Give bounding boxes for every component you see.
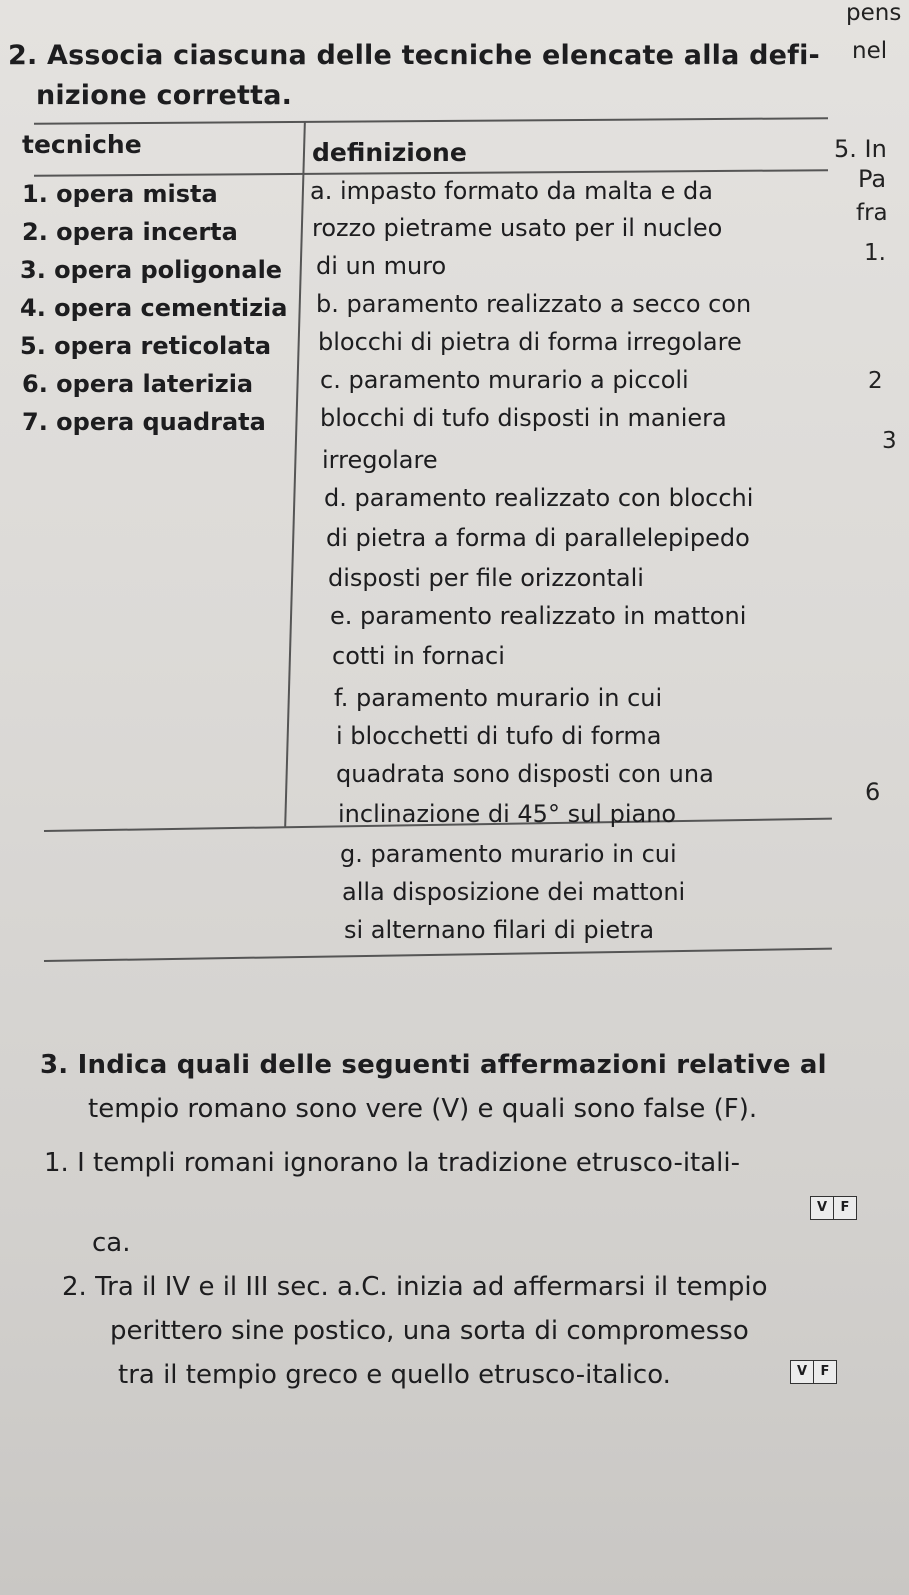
statement-1-line-1: 1. I templi romani ignorano la tradizione etrusco-itali- [44, 1148, 741, 1178]
exercise-2-title-line-2: nizione corretta. [36, 80, 293, 111]
column-header-definizione: definizione [312, 138, 467, 167]
technique-item: 7. opera quadrata [22, 408, 266, 436]
technique-item: 5. opera reticolata [20, 332, 272, 360]
margin-text-fra: fra [856, 200, 888, 226]
true-false-box-1[interactable] [810, 1196, 857, 1220]
definition-line: di pietra a forma di parallelepipedo [326, 524, 750, 552]
false-option[interactable]: F [833, 1197, 856, 1219]
definition-line: c. paramento murario a piccoli [320, 366, 689, 394]
definition-line: blocchi di pietra di forma irregolare [318, 328, 742, 356]
definition-line: quadrata sono disposti con una [336, 760, 714, 788]
true-false-box-2[interactable] [790, 1360, 837, 1384]
margin-text-nel: nel [852, 38, 888, 64]
technique-item: 4. opera cementizia [20, 294, 288, 322]
statement-2-line-2: perittero sine postico, una sorta di compromesso [110, 1316, 749, 1346]
technique-item: 1. opera mista [22, 180, 218, 208]
definition-line: blocchi di tufo disposti in maniera [320, 404, 727, 432]
column-header-tecniche: tecniche [22, 130, 142, 159]
statement-2-line-1: 2. Tra il IV e il III sec. a.C. inizia ad affermarsi il tempio [62, 1272, 768, 1302]
definition-line: b. paramento realizzato a secco con [316, 290, 752, 318]
definition-line: g. paramento murario in cui [340, 840, 677, 868]
definition-line: inclinazione di 45° sul piano [338, 800, 677, 828]
definition-line: i blocchetti di tufo di forma [336, 722, 662, 750]
table-column-divider [284, 122, 305, 828]
definition-line: rozzo pietrame usato per il nucleo [312, 214, 723, 242]
technique-item: 6. opera laterizia [22, 370, 254, 398]
definition-line: di un muro [316, 252, 447, 280]
definition-line: cotti in fornaci [332, 642, 505, 670]
definition-line: a. impasto formato da malta e da [310, 177, 713, 205]
definition-line: alla disposizione dei mattoni [342, 878, 686, 906]
margin-number-2: 2 [868, 368, 883, 394]
definition-line: irregolare [322, 446, 438, 474]
definition-line: disposti per file orizzontali [328, 564, 644, 592]
margin-number-3: 3 [882, 428, 897, 454]
statement-1-line-2: ca. [92, 1228, 131, 1258]
margin-number-1: 1. [864, 240, 886, 266]
table-top-rule [34, 117, 828, 125]
table-end-rule [44, 948, 832, 962]
margin-number-6: 6 [865, 778, 881, 806]
definition-line: si alternano filari di pietra [344, 916, 655, 944]
margin-question-5: 5. In [834, 135, 887, 163]
margin-text-pa: Pa [858, 165, 887, 193]
exercise-3-title-line-1: 3. Indica quali delle seguenti affermazioni relative al [40, 1050, 827, 1080]
definition-line: d. paramento realizzato con blocchi [324, 484, 754, 512]
technique-item: 3. opera poligonale [20, 256, 283, 284]
false-option[interactable]: F [813, 1361, 836, 1383]
definition-line: f. paramento murario in cui [334, 684, 663, 712]
exercise-3-title-line-2: tempio romano sono vere (V) e quali sono false (F). [88, 1094, 758, 1124]
statement-2-line-3: tra il tempio greco e quello etrusco-italico. [118, 1360, 671, 1390]
true-option[interactable]: V [796, 1364, 808, 1379]
exercise-2-title-line-1: 2. Associa ciascuna delle tecniche elencate alla defi- [8, 40, 820, 71]
technique-item: 2. opera incerta [22, 218, 238, 246]
definition-line: e. paramento realizzato in mattoni [330, 602, 747, 630]
margin-text-pens: pens [846, 0, 902, 26]
table-header-rule [34, 169, 828, 176]
true-option[interactable]: V [816, 1200, 828, 1215]
